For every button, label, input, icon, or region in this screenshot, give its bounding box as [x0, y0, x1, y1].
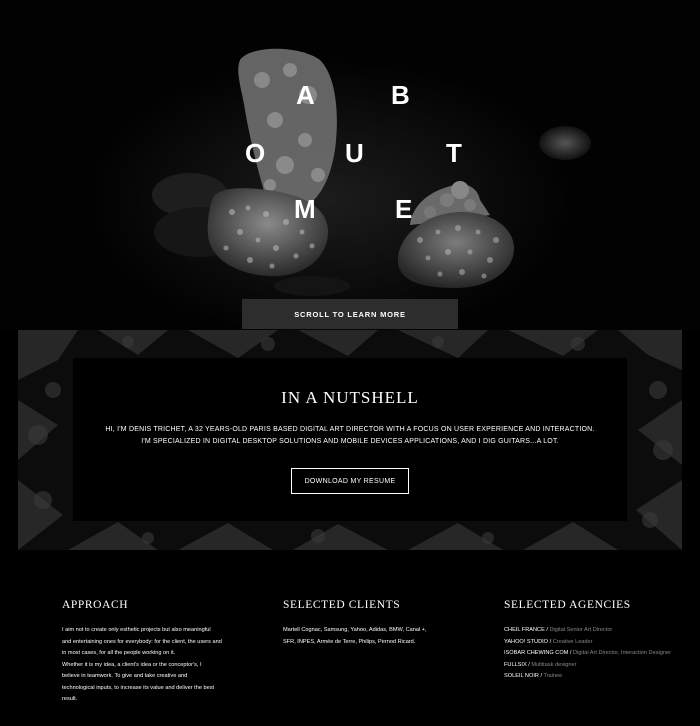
agencies-list	[504, 625, 674, 683]
approach-title: APPROACH	[62, 599, 129, 611]
download-resume-button[interactable]: DOWNLOAD MY RESUME	[291, 468, 410, 494]
hero-section	[0, 0, 700, 330]
agency-item	[504, 625, 674, 637]
hero-letter-m: M	[294, 194, 316, 224]
agency-item	[504, 660, 674, 672]
agency-name: ISOBAR CHEWING COM	[504, 650, 569, 656]
hero-letter-t: T	[446, 138, 462, 168]
hero-letter-a: A	[296, 80, 315, 110]
hero-letter-u: U	[345, 138, 364, 168]
approach-line: technological inputs, to increase its value and deliver the best	[62, 684, 215, 691]
approach-line: and entertaining ones for everybody: for the client, the users and	[62, 638, 222, 645]
approach-line: believe in teamwork. To give and take creative and	[62, 673, 188, 679]
agency-name: CHEIL FRANCE	[504, 627, 545, 633]
hero-letter-o: O	[245, 138, 266, 168]
agency-role: Multitask designer	[531, 661, 577, 668]
agency-separator: /	[568, 650, 574, 656]
agency-separator: /	[526, 661, 532, 668]
agencies-column	[504, 599, 674, 683]
nutshell-section	[18, 330, 682, 550]
clients-line: SFR, INPES, Armée de Terre, Philips, Pernod Ricard.	[283, 638, 416, 645]
details-section	[0, 550, 700, 726]
scroll-to-learn-more-button[interactable]: SCROLL TO LEARN MORE	[242, 299, 458, 329]
nutshell-panel	[73, 358, 627, 521]
agency-name: FULLSIX	[504, 661, 527, 668]
approach-line: Whether it is my idea, a client's idea or the conceptor's, I	[62, 661, 202, 668]
agency-role: Creative Leader	[552, 638, 593, 645]
agency-name: SOLEIL NOIR	[504, 673, 539, 679]
agency-role: Digital Art Director, Interaction Designer	[573, 650, 671, 656]
hero-letter-e: E	[395, 194, 413, 224]
intro-line-1: HI, I'M DENIS TRICHET, A 32 YEARS-OLD PARIS BASED DIGITAL ART DIRECTOR WITH A FOCUS ON USER EXPERIENCE AND INTERACTION.	[105, 426, 595, 433]
clients-line: Martell Cognac, Samsung, Yahoo, Adidas, BMW, Canal +,	[283, 627, 427, 633]
clients-title: SELECTED CLIENTS	[283, 599, 401, 611]
nutshell-title: IN A NUTSHELL	[281, 388, 419, 407]
agency-item	[504, 671, 674, 683]
intro-line-2: I'M SPECIALIZED IN DIGITAL DESKTOP SOLUTIONS AND MOBILE DEVICES APPLICATIONS, AND I DIG GUITARS...A LOT.	[141, 438, 559, 445]
agency-item	[504, 637, 674, 649]
agencies-title: SELECTED AGENCIES	[504, 599, 631, 611]
agency-separator: /	[548, 638, 553, 645]
approach-line: result.	[62, 696, 78, 702]
approach-line: in most cases, for all the people working on it.	[62, 650, 176, 656]
approach-column	[62, 599, 262, 706]
agency-role: Trainee	[543, 673, 563, 679]
agency-separator: /	[544, 627, 550, 633]
agency-item	[504, 648, 674, 660]
nutshell-intro	[73, 424, 627, 448]
agency-separator: /	[538, 673, 544, 679]
hero-letter-b: B	[391, 80, 410, 110]
clients-text	[283, 625, 483, 648]
approach-text	[62, 625, 262, 706]
clients-column	[283, 599, 483, 648]
agency-name: YAHOO! STUDIO	[504, 638, 549, 645]
approach-line: I aim not to create only esthetic projects but also meaningful	[62, 627, 211, 633]
agency-role: Digital Senior Art Director	[549, 627, 613, 633]
